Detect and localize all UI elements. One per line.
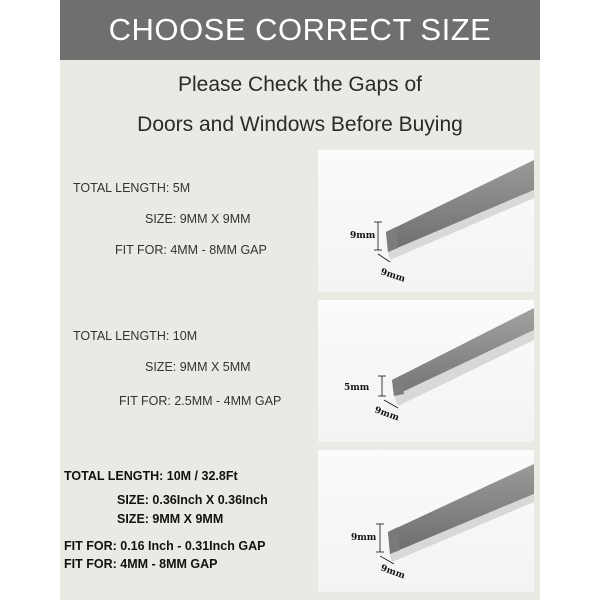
product-2-total-length: TOTAL LENGTH: 10M [73,329,198,343]
product-3-fit-inch: FIT FOR: 0.16 Inch - 0.31Inch GAP [64,539,266,553]
product-2-photo [318,300,534,442]
header-title: CHOOSE CORRECT SIZE [108,12,492,47]
product-3-photo [318,450,534,592]
subtitle-line-1: Please Check the Gaps of [178,73,422,96]
product-3-size-mm: SIZE: 9MM X 9MM [117,512,224,526]
width-label: 9mm [372,405,401,424]
product-1-total-length: TOTAL LENGTH: 5M [73,181,191,195]
width-label: 9mm [378,563,407,582]
weatherstrip-image [318,300,534,442]
strip-base [394,330,534,406]
height-label: 5mm [344,383,370,393]
product-1-size: SIZE: 9MM X 9MM [145,212,251,226]
height-label: 9mm [351,533,377,543]
product-2-size: SIZE: 9MM X 5MM [145,360,251,374]
header-banner [60,0,540,60]
weatherstrip-image [318,450,534,592]
pile-strip [392,308,534,396]
subtitle-line-2: Doors and Windows Before Buying [137,113,463,136]
product-3-fit-mm: FIT FOR: 4MM - 8MM GAP [64,557,218,571]
product-2-fit: FIT FOR: 2.5MM - 4MM GAP [119,394,282,408]
width-dimension-line [384,400,398,408]
product-1-fit: FIT FOR: 4MM - 8MM GAP [115,243,267,257]
product-3-total-length: TOTAL LENGTH: 10M / 32.8Ft [64,469,238,483]
width-dimension-line [378,254,390,262]
product-3-size-inch: SIZE: 0.36Inch X 0.36Inch [117,493,268,507]
height-label: 9mm [350,231,376,241]
product-1-photo [318,150,534,292]
width-label: 9mm [379,267,407,285]
weatherstrip-image [318,150,534,292]
